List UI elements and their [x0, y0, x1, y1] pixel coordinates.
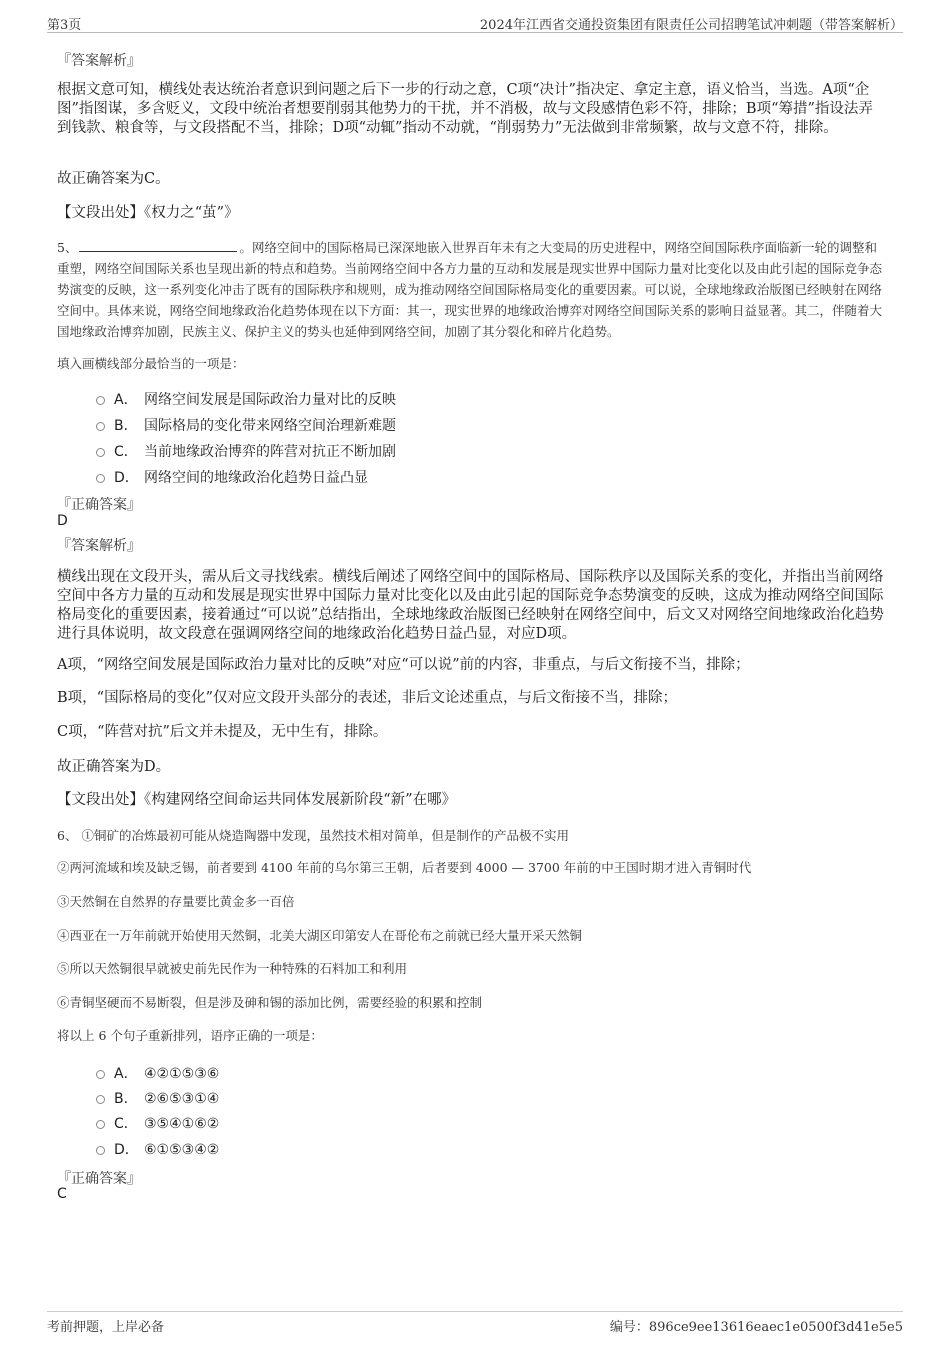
- document-title: 2024年江西省交通投资集团有限责任公司招聘笔试冲刺题（带答案解析）: [479, 18, 903, 33]
- q5-prompt: 填入画横线部分最恰当的一项是：: [57, 356, 245, 371]
- q6-option-a[interactable]: A． ④②①⑤③⑥: [96, 1063, 219, 1083]
- q5-option-b[interactable]: B． 国际格局的变化带来网络空间治理新难题: [96, 415, 396, 435]
- q5-analysis-b: B项，“国际格局的变化”仅对应文段开头部分的表述，非后文论述重点，与后文衔接不当，排除；: [57, 690, 677, 706]
- page-header: [47, 12, 903, 33]
- q6-option-c[interactable]: C． ③⑤④①⑥②: [96, 1113, 219, 1133]
- q5-passage-text: 。网络空间中的国际格局已深深地嵌入世界百年未有之大变局的历史进程中，网络空间国际秩序面临新一轮的调整和重塑，网络空间国际关系也呈现出新的特点和趋势。当前网络空间中各方力量的互动和发展是现实世界中国际力量对比变化以及由此引起的国际竞争态势演变的反映，这一系列变化冲击了既有的国际秩序和规则，成为推动网络空间国际格局变化的重要因素。可以说，全球地缘政治版图已经映射在网络空间中。具体来说，网络空间地缘政治化趋势体现在以下方面：其一，现实世界的地缘政治博弈对网络空间国际关系的影响日益显著。其二，伴随着大国地缘政治博弈加剧，民族主义、保护主义的势头也延伸到网络空间，加剧了其分裂化和碎片化趋势。: [57, 240, 883, 339]
- q5-option-d[interactable]: D． 网络空间的地缘政治化趋势日益凸显: [96, 467, 368, 487]
- q5-analysis-label: 『答案解析』: [57, 538, 141, 554]
- q6-correct-label: 『正确答案』: [57, 1171, 141, 1187]
- q6-sentence-6: ⑥青铜坚硬而不易断裂，但是涉及砷和锡的添加比例，需要经验的积累和控制: [57, 995, 483, 1010]
- q6-sentence-1: 6、 ①铜矿的冶炼最初可能从烧造陶器中发现，虽然技术相对简单，但是制作的产品极不实用: [57, 828, 569, 843]
- q5-analysis-paragraph: 横线出现在文段开头，需从后文寻找线索。横线后阐述了网络空间中的国际格局、国际秩序以及国际关系的变化，并指出当前网络空间中各方力量的互动和发展是现实世界中国际力量对比变化以及由此引起的国际竞争态势演变的反映，这成为推动网络空间国际格局变化的重要因素，接着通过“可以说”总结指出，全球地缘政治版图已经映射在网络空间中，后文又对网络空间地缘政治化趋势进行具体说明，故文段意在强调网络空间的地缘政治化趋势日益凸显，对应D项。: [57, 569, 884, 642]
- q6-option-b[interactable]: B． ②⑥⑤③①④: [96, 1088, 219, 1108]
- q5-option-a[interactable]: A． 网络空间发展是国际政治力量对比的反映: [96, 389, 396, 409]
- radio-icon[interactable]: [96, 1095, 105, 1104]
- q5-source: 【文段出处】《构建网络空间命运共同体发展新阶段“新”在哪》: [57, 792, 457, 808]
- radio-icon[interactable]: [96, 396, 105, 405]
- q5-analysis-c: C项，“阵营对抗”后文并未提及，无中生有，排除。: [57, 724, 388, 740]
- q6-sentence-2: ②两河流域和埃及缺乏锡，前者要到 4100 年前的乌尔第三王朝，后者要到 4000 — 3700 年前的中王国时期才进入青铜时代: [57, 860, 752, 875]
- q6-option-d[interactable]: D． ⑥①⑤③④②: [96, 1139, 219, 1159]
- q5-analysis-a: A项，“网络空间发展是国际政治力量对比的反映”对应“可以说”前的内容，非重点，与后文衔接不当，排除；: [57, 657, 750, 673]
- q4-analysis-paragraph: 根据文意可知，横线处表达统治者意识到问题之后下一步的行动之意，C项“决计”指决定、拿定主意，语义恰当，当选。A项“企图”指图谋，多含贬义，文段中统治者想要削弱其他势力的干扰，并不消极，故与文段感情色彩不符，排除；B项“筹措”指设法弄到钱款、粮食等，与文段搭配不当，排除；D项“动辄”指动不动就，“削弱势力”无法做到非常频繁，故与文意不符，排除。: [57, 82, 873, 136]
- footer-slogan: 考前押题，上岸必备: [47, 1320, 165, 1335]
- q5-number: 5、: [57, 240, 78, 255]
- q4-conclusion: 故正确答案为C。: [57, 171, 170, 187]
- radio-icon[interactable]: [96, 448, 105, 457]
- radio-icon[interactable]: [96, 1070, 105, 1079]
- q5-correct-answer: D: [57, 513, 68, 529]
- q5-passage: [57, 237, 887, 342]
- q5-correct-label: 『正确答案』: [57, 497, 141, 513]
- radio-icon[interactable]: [96, 474, 105, 483]
- q5-option-c[interactable]: C． 当前地缘政治博弈的阵营对抗正不断加剧: [96, 441, 396, 461]
- page-footer: [47, 1311, 903, 1334]
- q6-correct-answer: C: [57, 1186, 67, 1202]
- q6-prompt: 将以上 6 个句子重新排列，语序正确的一项是：: [57, 1028, 323, 1043]
- q5-blank: [79, 237, 237, 252]
- radio-icon[interactable]: [96, 1120, 105, 1129]
- q6-sentence-3: ③天然铜在自然界的存量要比黄金多一百倍: [57, 894, 295, 909]
- q6-sentence-5: ⑤所以天然铜很早就被史前先民作为一种特殊的石料加工和利用: [57, 961, 408, 976]
- radio-icon[interactable]: [96, 1146, 105, 1155]
- page-number: 第3页: [47, 18, 82, 33]
- radio-icon[interactable]: [96, 422, 105, 431]
- q4-analysis-label: 『答案解析』: [57, 53, 141, 69]
- q5-conclusion: 故正确答案为D。: [57, 759, 171, 775]
- q6-sentence-4: ④西亚在一万年前就开始使用天然铜，北美大湖区印第安人在哥伦布之前就已经大量开采天然铜: [57, 928, 583, 943]
- footer-serial: 编号：896ce9ee13616eaec1e0500f3d41e5e5: [609, 1320, 903, 1335]
- q4-source: 【文段出处】《权力之“茧”》: [57, 205, 239, 221]
